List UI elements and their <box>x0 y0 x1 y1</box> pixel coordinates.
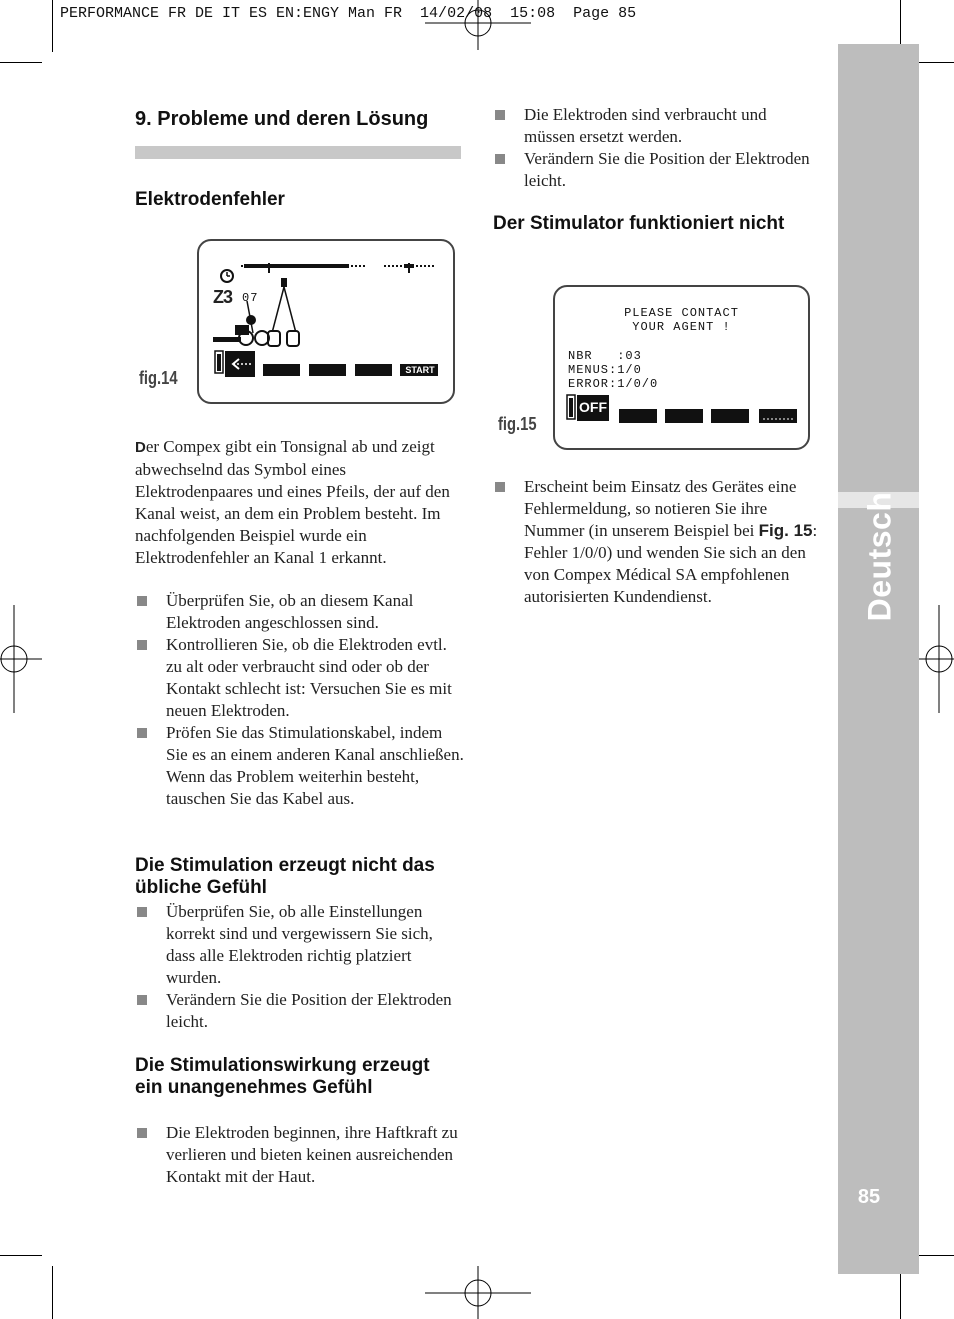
page-title: 9. Probleme und deren Lösung <box>135 108 429 130</box>
section-heading-unpleasant-feeling: Die Stimulationswirkung erzeugt ein unangenehmes Gefühl <box>135 1055 430 1098</box>
battery-icon <box>567 395 575 419</box>
stimulator-bullets <box>493 476 821 608</box>
arrow-left-icon <box>225 351 255 377</box>
softkey-1 <box>619 409 657 423</box>
lcd-14-channel-small: 07 <box>242 291 259 305</box>
battery-icon <box>215 351 223 373</box>
lcd-15-off-label: OFF <box>579 399 607 415</box>
list-item: Verändern Sie die Position der Elektroden leicht. <box>135 989 465 1033</box>
figure-reference: Fig. 15 <box>758 521 813 540</box>
lcd-15-menus: MENUS:1/0 <box>568 363 642 377</box>
list-item: Verändern Sie die Position der Elektroden leicht. <box>493 148 813 192</box>
electrode-error-bullets <box>135 590 465 810</box>
registration-mark-top-icon <box>425 0 531 50</box>
softkey-3 <box>711 409 749 423</box>
softkey-4 <box>759 409 797 423</box>
right-top-bullets <box>493 104 813 192</box>
print-header: PERFORMANCE FR DE IT ES EN:ENGY Man FR 14/02/08 15:08 Page 85 <box>60 5 637 22</box>
clock-icon <box>221 270 233 282</box>
sidebar-language-label: Deutsch <box>861 491 898 622</box>
section-heading-electrode-error: Elektrodenfehler <box>135 189 285 210</box>
lcd-15-line-2: YOUR AGENT ! <box>632 320 731 334</box>
lcd-15-error: ERROR:1/0/0 <box>568 377 659 391</box>
softkey-3 <box>355 364 392 376</box>
softkey-1 <box>263 364 300 376</box>
list-item: Erscheint beim Einsatz des Gerätes eine Fehlermeldung, so notieren Sie ihre Nummer (in unserem Beispiel bei Fig. 15: Fehler 1/0/0) und wenden Sie sich an den von Compex Médical SA empfohlenen autorisierten Kundendienst. <box>493 476 821 608</box>
section-heading-no-usual-feeling: Die Stimulation erzeugt nicht das übliche Gefühl <box>135 855 435 898</box>
registration-mark-left-icon <box>0 605 42 713</box>
lcd-figure-14 <box>197 239 455 404</box>
lcd-15-nbr: NBR :03 <box>568 349 642 363</box>
lcd-15-graphics <box>555 287 808 448</box>
electrode-pair-icon <box>268 278 299 346</box>
list-item: Überprüfen Sie, ob alle Einstellungen korrekt sind und vergewissern Sie sich, dass alle Elektroden richtig platziert wurden. <box>135 901 465 989</box>
list-item: Die Elektroden sind verbraucht und müssen ersetzt werden. <box>493 104 813 148</box>
list-item: Die Elektroden beginnen, ihre Haftkraft zu verlieren und bieten keinen ausreichenden Kontakt mit der Haut. <box>135 1122 465 1188</box>
page-number: 85 <box>857 1186 881 1208</box>
softkey-2 <box>665 409 703 423</box>
title-underline <box>135 146 461 159</box>
lcd-figure-15 <box>553 285 810 450</box>
registration-mark-bottom-icon <box>425 1266 531 1319</box>
lcd-15-line-1: PLEASE CONTACT <box>624 306 739 320</box>
lcd-14-channel-big: Z3 <box>213 287 233 307</box>
figure-label-14: fig.14 <box>139 368 178 388</box>
lcd-14-graphics <box>199 241 453 402</box>
figure-label-15: fig.15 <box>498 414 537 434</box>
list-item: Pröfen Sie das Stimulationskabel, indem Sie es an einem anderen Kanal anschließen. Wenn das Problem weiterhin besteht, tauschen Sie das Kabel aus. <box>135 722 465 810</box>
softkey-2 <box>309 364 346 376</box>
body-figure-icon <box>213 315 256 342</box>
list-item: Kontrollieren Sie, ob die Elektroden evtl. zu alt oder verbraucht sind oder ob der Kontakt schlecht ist: Versuchen Sie es mit neuen Elektroden. <box>135 634 465 722</box>
unpleasant-feeling-bullets <box>135 1122 465 1188</box>
language-sidebar <box>838 44 919 1274</box>
intro-paragraph: Der Compex gibt ein Tonsignal ab und zeigt abwechselnd das Symbol eines Elektrodenpaares und eines Pfeils, der auf den Kanal weist, an dem ein Problem besteht. Im nachfolgenden Beispiel wurde ein Elektrodenfehler an Kanal 1 erkannt. <box>135 437 450 567</box>
lcd-14-start-label: START <box>405 365 435 375</box>
list-item: Überprüfen Sie, ob an diesem Kanal Elektroden angeschlossen sind. <box>135 590 465 634</box>
section-heading-stimulator-not-working: Der Stimulator funktioniert nicht <box>493 213 785 234</box>
usual-feeling-bullets <box>135 901 465 1033</box>
